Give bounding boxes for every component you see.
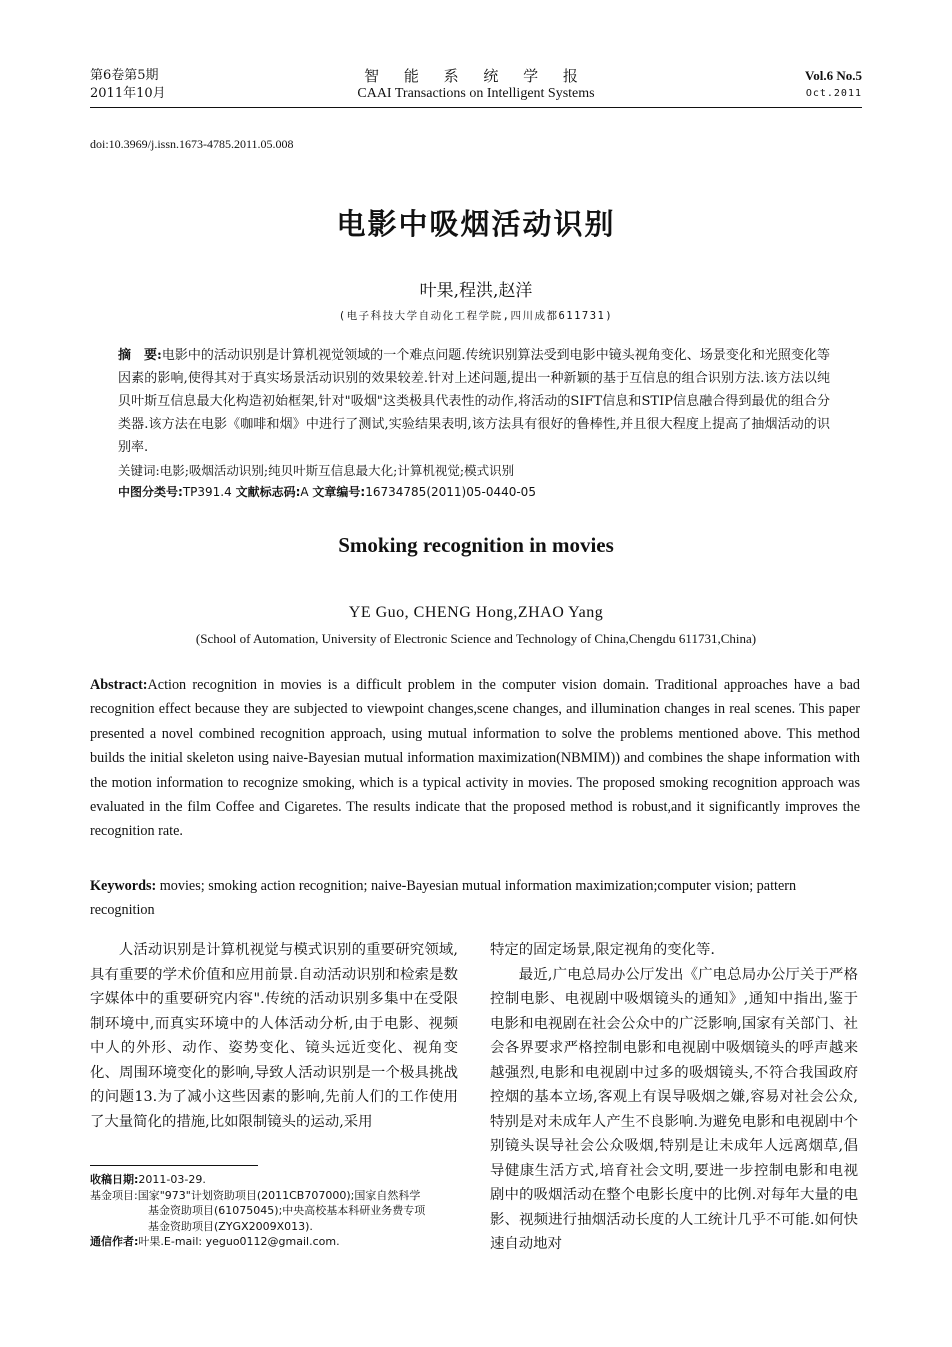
- abstract-en-label: Abstract:: [90, 677, 148, 693]
- date-en: Oct.2011: [805, 88, 862, 99]
- title-en: Smoking recognition in movies: [338, 533, 614, 557]
- footnote-fund: [90, 1188, 462, 1204]
- abstract-cn-text: 电影中的活动识别是计算机视觉领域的一个难点问题.传统识别算法受到电影中镜头视角变化、场景变化和光照变化等因素的影响,使得其对于真实场景活动识别的效果较差.针对上述问题,提出一种新颖的基于互信息的组合识别方法.该方法以纯贝叶斯互信息最大化构造初始框架,针对"吸烟"这类极具代表性的动作,将活动的SIFT信息和STIP信息融合得到最优的组合分类器.该方法在电影《咖啡和烟》中进行了测试,实验结果表明,该方法具有很好的鲁棒性,并且很大程度上提高了抽烟活动的识别率.: [118, 348, 830, 455]
- body-paragraph: 特定的固定场景,限定视角的变化等.: [490, 942, 716, 958]
- doc-code-label: 文献标志码:: [235, 485, 301, 499]
- classification-value: TP391.4: [182, 485, 232, 499]
- header-right: [805, 67, 862, 103]
- title-cn: 电影中吸烟活动识别: [336, 207, 616, 241]
- fund-line: 国家"973"计划资助项目(2011CB707000);国家自然科学: [137, 1188, 421, 1202]
- abstract-en-text: Action recognition in movies is a difficult problem in the computer vision domain. Traditional approaches have a bad recognition effect because they are subjected to viewpoint changes,scene changes, and illumination changes in real scenes. This paper presented a novel combined recognition approach, using mutual information to solve the problems mentioned above. This method builds the initial skeleton using naive-Bayesian mutual information maximization(NBMIM)) and combines the shape information with the motion information to recognize smoking, which is a typical activity in movies. The proposed smoking recognition approach was evaluated in the film Coffee and Cigaretes. The results indicate that the proposed method is robust,and it significantly improves the recognition rate.: [90, 677, 860, 840]
- abstract-en: [90, 673, 860, 844]
- journal-name-en: CAAI Transactions on Intelligent Systems: [357, 86, 595, 101]
- corresponding-author: 叶果.E-mail: yeguo0112@gmail.com.: [138, 1235, 340, 1248]
- journal-name-cn: 智 能 系 统 学 报: [364, 67, 588, 85]
- fund-line: 基金资助项目(ZYGX2009X013).: [148, 1219, 313, 1233]
- authors-cn: 叶果,程洪,赵洋: [419, 281, 533, 301]
- body-paragraph: 人活动识别是计算机视觉与模式识别的重要研究领域,具有重要的学术价值和应用前景.自动活动识别和检索是数字媒体中的重要研究内容".传统的活动识别多集中在受限制环境中,而真实环境中的人体活动分析,由于电影、视频中人的外形、动作、姿势变化、镜头远近变化、视角变化、周围环境变化的影响,导致人活动识别是一个极具挑战的问题13.为了减小这些因素的影响,先前人们的工作使用了大量简化的措施,比如限制镜头的运动,采用: [90, 942, 458, 1130]
- classification-label: 中图分类号:: [118, 485, 183, 499]
- volume-en: Vol.6 No.5: [805, 68, 862, 83]
- keywords-en-label: Keywords:: [90, 878, 157, 894]
- keywords-en: [90, 874, 860, 922]
- footnote-rule: [90, 1165, 258, 1166]
- affiliation-cn: (电子科技大学自动化工程学院,四川成都611731): [338, 310, 614, 322]
- abstract-cn: [118, 344, 830, 459]
- keywords-en-text: movies; smoking action recognition; naive-Bayesian mutual information maximization;computer vision; pattern recognition: [90, 878, 797, 918]
- fund-label: 基金项目:: [90, 1188, 138, 1202]
- article-no-label: 文章编号:: [312, 485, 366, 499]
- date-cn: 2011年10月: [90, 86, 166, 101]
- body-column-right: [490, 938, 858, 1257]
- fund-line: 基金资助项目(61075045);中央高校基本科研业务费专项: [148, 1204, 426, 1217]
- affiliation-en: (School of Automation, University of Electronic Science and Technology of China,Chengdu 611731,China): [195, 631, 757, 646]
- keywords-cn-text: 电影;吸烟活动识别;纯贝叶斯互信息最大化;计算机视觉;模式识别: [159, 463, 515, 478]
- footnote-corresponding: [90, 1234, 462, 1250]
- issue-cn: 第6卷第5期: [90, 68, 159, 83]
- authors-en: YE Guo, CHENG Hong,ZHAO Yang: [348, 604, 604, 621]
- keywords-cn: [118, 460, 830, 482]
- keywords-cn-label: 关键词:: [118, 463, 160, 478]
- header-center: [90, 67, 862, 103]
- abstract-cn-label: 摘 要:: [118, 348, 162, 363]
- doc-code-value: A: [300, 485, 309, 499]
- footnotes: [90, 1172, 462, 1250]
- running-header: [90, 67, 862, 107]
- body-column-left: [90, 938, 458, 1134]
- received-label: 收稿日期:: [90, 1173, 139, 1186]
- body-paragraph: 最近,广电总局办公厅发出《广电总局办公厅关于严格控制电影、电视剧中吸烟镜头的通知》,通知中指出,鉴于电影和电视剧在社会公众中的广泛影响,国家有关部门、社会各界要求严格控制电影和电视剧中吸烟镜头的呼声越来越强烈,电影和电视剧中过多的吸烟镜头,不符合我国政府控烟的基本立场,客观上有误导吸烟之嫌,容易对社会公众,特别是对未成年人产生不良影响.为避免电影和电视剧中个别镜头误导社会公众吸烟,特别是让未成年人远离烟草,倡导健康生活方式,培育社会文明,要进一步控制电影和电视剧中的吸烟活动在整个电影长度中的比例.对每年大量的电影、视频进行抽烟活动长度的人工统计几乎不可能.如何快速自动地对: [490, 966, 858, 1252]
- classification-line: [118, 482, 830, 502]
- article-no-value: 16734785(2011)05-0440-05: [365, 485, 536, 499]
- doi: doi:10.3969/j.issn.1673-4785.2011.05.008: [90, 137, 294, 151]
- corresponding-label: 通信作者:: [90, 1235, 139, 1248]
- header-rule: [90, 107, 862, 108]
- footnote-received: [90, 1172, 462, 1188]
- received-date: 2011-03-29.: [138, 1173, 206, 1186]
